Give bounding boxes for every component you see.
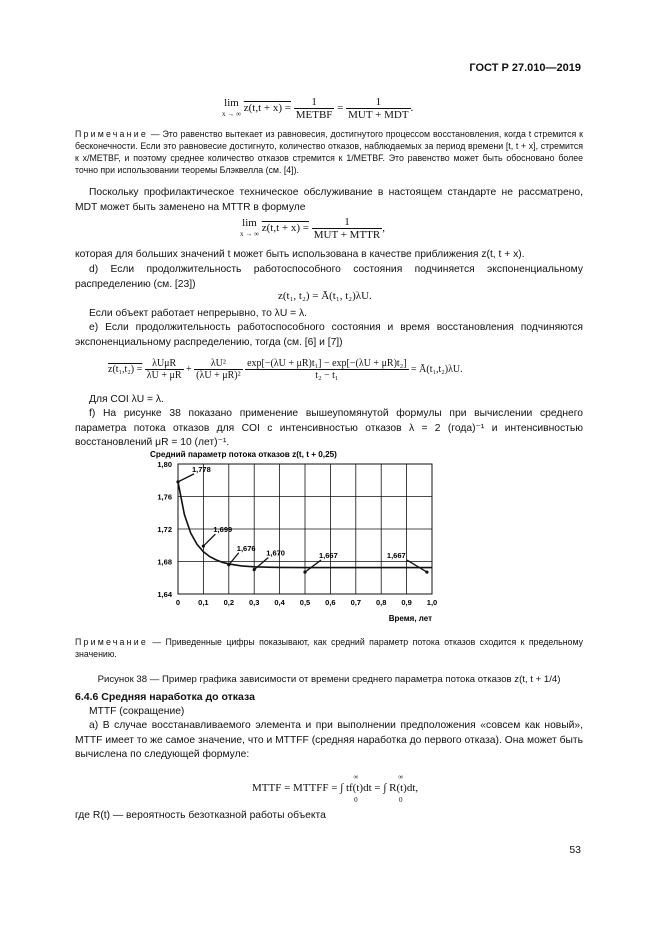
x-axis-label: Время, лет — [388, 614, 432, 623]
frac-numerator: exp[−(λU + μR)t₁] − exp[−(λU + μR)t₂] — [247, 358, 407, 369]
y-tick-label: 1,68 — [157, 557, 172, 567]
frac-denominator: MUT + MTTR — [313, 229, 381, 241]
x-tick-label: 0,8 — [375, 598, 387, 607]
frac-denominator: λU + μR — [146, 370, 182, 381]
lim-subscript: x → ∞ — [222, 109, 241, 118]
formula-end: . — [410, 102, 414, 115]
x-tick-label: 0,4 — [274, 598, 285, 607]
integral-lower: 0 — [398, 796, 403, 804]
formula-lhs: z(t,t + x) = — [261, 222, 309, 235]
formula-two-state — [108, 358, 463, 381]
plus-sign: + — [186, 363, 192, 375]
x-tick-label: 0,6 — [325, 598, 336, 607]
paragraph-item-a: a) В случае восстанавливаемого элемента и при выполнении предположения «совсем как новый», MTTF имеет то же самое значение, что и MTTFF (средняя наработка до первого отказа). Она может быть вычислена по следующей формуле: — [75, 720, 583, 760]
lim-symbol: lim — [224, 96, 239, 109]
note-text: — Приведенные цифры показывают, как средний параметр потока отказов сходится к предельному значению. — [75, 637, 583, 659]
section-heading: 6.4.6 Средняя наработка до отказа — [75, 691, 255, 703]
frac-denominator: METBF — [295, 109, 333, 121]
paragraph-coi: Для COI λU = λ. — [89, 394, 164, 405]
lim-symbol: lim — [242, 216, 257, 229]
formula-rhs: = Ā(t₁,t₂)λU. — [411, 363, 463, 375]
x-tick-label: 1,0 — [426, 598, 438, 607]
formula-exponential: z(t₁, t₂) = Ā(t₁, t₂)λU. — [278, 290, 372, 302]
note-label: Примечание — [75, 637, 148, 647]
note-1 — [75, 128, 583, 176]
equals-sign: = — [337, 102, 344, 115]
annotation-arrow — [229, 553, 239, 565]
figure-caption: Рисунок 38 — Пример графика зависимости от времени среднего параметра потока отказов z(t, t + 1/4) — [97, 674, 561, 685]
paragraph-where: где R(t) — вероятность безотказной работы объекта — [75, 810, 326, 821]
formula-lhs: z(t,t + x) = — [243, 102, 291, 115]
x-tick-label: 0,1 — [198, 598, 209, 607]
formula-lim-metbf — [222, 96, 413, 121]
note-2 — [75, 636, 583, 660]
data-annotations — [176, 465, 428, 574]
y-axis-ticks — [157, 460, 172, 599]
frac-denominator: MUT + MDT — [348, 109, 409, 121]
x-tick-label: 0,2 — [223, 598, 235, 607]
integral-r: ∫ R(t)dt, — [383, 782, 419, 794]
frac-numerator: λU² — [210, 358, 226, 369]
formula-lhs: MTTF = MTTFF = — [252, 782, 338, 795]
y-tick-label: 1,64 — [157, 590, 172, 599]
annotation-label: 1,670 — [266, 548, 285, 558]
frac-numerator: 1 — [375, 96, 382, 108]
formula-end: , — [382, 222, 385, 235]
formula-lim-mttr — [240, 216, 385, 241]
y-tick-label: 1,76 — [157, 492, 172, 502]
annotation-label: 1,676 — [236, 543, 256, 553]
x-tick-label: 0,3 — [248, 598, 260, 607]
formula-mttf — [252, 772, 418, 805]
frac-denominator: (λU + μR)² — [196, 370, 241, 381]
annotation-label: 1,778 — [192, 464, 211, 474]
paragraph-item-d: d) Если продолжительность работоспособного состояния подчиняется экспоненциальному распределению (см. [23]) — [75, 264, 583, 290]
frac-numerator: 1 — [344, 216, 350, 228]
frac-numerator: 1 — [311, 96, 317, 108]
integral-upper: ∞ — [398, 773, 404, 781]
section-subtitle: MTTF (сокращение) — [89, 706, 185, 717]
chart-title: Средний параметр потока отказов z(t, t + 0,25) — [150, 450, 337, 459]
x-axis-ticks — [176, 598, 437, 607]
y-tick-label: 1,80 — [157, 460, 172, 469]
lim-subscript: x → ∞ — [240, 229, 259, 238]
x-tick-label: 0,7 — [350, 598, 362, 607]
integral-tf: ∫ tf(t)dt — [340, 782, 372, 794]
annotation-arrow — [203, 534, 215, 546]
paragraph-item-e: e) Если продолжительность работоспособного состояния и время восстановления подчиняются экспоненциальному распределению, тогда (см. [6] и [7]) — [75, 322, 583, 348]
equals-sign: = — [374, 782, 381, 795]
frac-denominator: t₂ − t₁ — [245, 369, 408, 381]
annotation-arrow — [178, 474, 194, 482]
annotation-label: 1,667 — [319, 551, 338, 561]
paragraph-approximation: которая для больших значений t может быть использована в качестве приближения z(t, t + x). — [75, 249, 525, 260]
paragraph-item-f: f) На рисунке 38 показано применение вышеупомянутой формулы при вычислении среднего параметра потока отказов для COI с интенсивностью отказов λ = 2 (года)⁻¹ и интенсивностью восстановлений μR = 10 (лет)⁻¹. — [75, 408, 583, 448]
formula-lhs: z(t₁,t₂) = — [108, 363, 143, 375]
note-text: — Это равенство вытекает из равновесия, достигнутого процессом восстановления, когда t стремится к бесконечности. Если это равновесие достигнуто, количество отказов, наблюдаемых за период времени [t, t + x], стремится к x/METBF, и поэтому среднее количество отказов стремится к 1/METBF. Это равенство может быть обосновано более точно при использовании теоремы Блэквелла (см. [4]). — [75, 129, 583, 175]
page-number: 53 — [569, 844, 581, 856]
y-tick-label: 1,72 — [157, 525, 172, 534]
frac-numerator: λUμR — [152, 358, 177, 369]
x-tick-label: 0 — [175, 598, 181, 607]
document-header: ГОСТ Р 27.010—2019 — [469, 62, 581, 74]
x-tick-label: 0,5 — [299, 598, 311, 607]
note-label: Примечание — [75, 129, 148, 139]
paragraph-continuous: Если объект работает непрерывно, то λU = λ. — [89, 308, 307, 319]
integral-lower: 0 — [354, 796, 358, 804]
integral-upper: ∞ — [353, 773, 359, 781]
failure-rate-chart — [140, 446, 450, 626]
annotation-label: 1,667 — [386, 551, 406, 561]
paragraph-mdt: Поскольку профилактическое техническое обслуживание в настоящем стандарте не рассматрено, MDT может быть заменено на MTTR в формуле — [75, 187, 583, 213]
annotation-label: 1,699 — [213, 525, 233, 535]
x-tick-label: 0,9 — [401, 598, 412, 607]
